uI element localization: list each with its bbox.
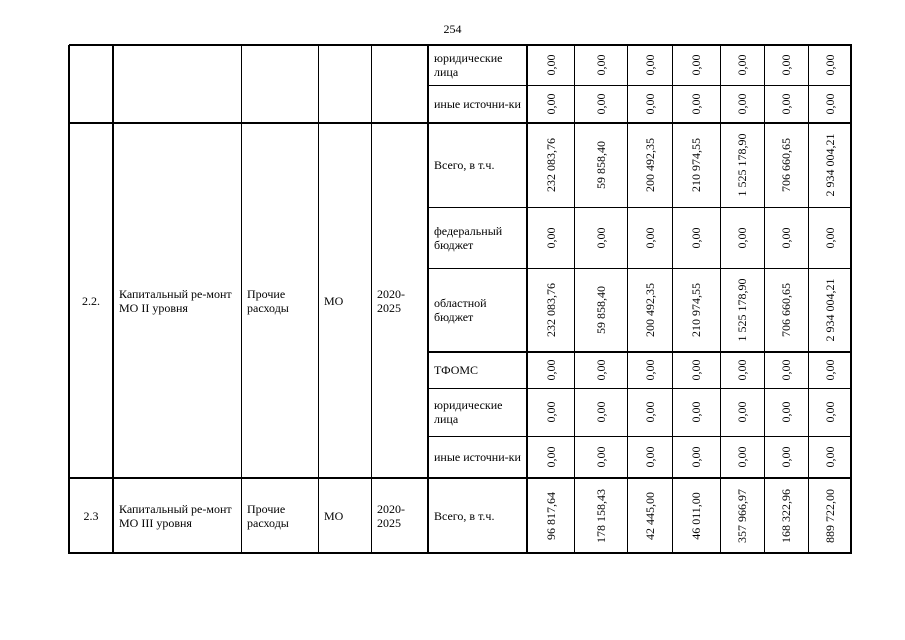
amount-cell: 0,00: [822, 401, 837, 423]
column-border: [68, 45, 70, 554]
amount-cell: 0,00: [735, 359, 749, 381]
amount-cell: 200 492,35: [642, 138, 657, 192]
amount-cell: 0,00: [779, 227, 793, 248]
funding-source-label: юридические лица: [434, 51, 503, 79]
column-border: [318, 45, 319, 554]
funding-source-label: иные источни-ки: [434, 97, 521, 111]
column-border: [627, 45, 628, 554]
column-border: [672, 45, 673, 554]
amount-cell: 0,00: [593, 359, 608, 381]
amount-cell: 0,00: [543, 401, 558, 423]
amount-cell: 0,00: [822, 227, 837, 248]
funding-source-label: иные источни-ки: [434, 450, 521, 464]
amount-cell: 0,00: [593, 54, 608, 76]
amount-cell: 0,00: [779, 93, 793, 115]
amount-cell: 0,00: [642, 401, 657, 423]
funding-source-label: ТФОМС: [434, 363, 479, 377]
amount-cell: 706 660,65: [779, 283, 793, 337]
row-border: [69, 477, 852, 479]
amount-cell: 357 966,97: [735, 488, 749, 543]
row-border: [69, 44, 852, 46]
item-name: Капитальный ре-монт МО II уровня: [119, 287, 232, 315]
funding-source-label: федеральный бюджет: [434, 224, 503, 252]
amount-cell: 0,00: [642, 227, 657, 248]
executor: МО: [324, 294, 344, 308]
row-border: [428, 85, 852, 86]
amount-cell: 2 934 004,21: [822, 278, 837, 342]
funding-source-label: областной бюджет: [434, 296, 487, 324]
row-border: [428, 268, 852, 269]
amount-cell: 0,00: [735, 401, 749, 423]
row-border: [69, 122, 852, 124]
amount-cell: 0,00: [735, 446, 749, 468]
amount-cell: 200 492,35: [642, 283, 657, 337]
amount-cell: 0,00: [642, 446, 657, 468]
row-border: [428, 436, 852, 437]
page-number: 254: [443, 22, 462, 36]
item-number: 2.3: [83, 509, 99, 523]
column-border: [371, 45, 372, 554]
column-border: [808, 45, 809, 554]
amount-cell: 210 974,55: [689, 138, 703, 192]
item-name: Капитальный ре-монт МО III уровня: [119, 502, 232, 530]
executor: МО: [324, 509, 344, 523]
amount-cell: 0,00: [642, 359, 657, 381]
funding-source-label: Всего, в т.ч.: [434, 158, 495, 172]
amount-cell: 0,00: [735, 54, 749, 76]
column-border: [241, 45, 242, 554]
funding-source-label: юридические лица: [434, 398, 503, 426]
amount-cell: 0,00: [822, 359, 837, 381]
column-border: [526, 45, 528, 554]
amount-cell: 1 525 178,90: [735, 133, 749, 197]
expense-type: Прочие расходы: [247, 502, 289, 530]
funding-source-label: Всего, в т.ч.: [434, 509, 495, 523]
amount-cell: 0,00: [689, 446, 703, 468]
amount-cell: 0,00: [593, 446, 608, 468]
amount-cell: 0,00: [735, 227, 749, 248]
amount-cell: 0,00: [543, 54, 558, 76]
amount-cell: 0,00: [593, 93, 608, 115]
column-border: [764, 45, 765, 554]
amount-cell: 0,00: [689, 359, 703, 381]
column-border: [720, 45, 721, 554]
period: 2020-2025: [377, 502, 405, 530]
expense-type: Прочие расходы: [247, 287, 289, 315]
amount-cell: 0,00: [543, 359, 558, 381]
amount-cell: 0,00: [642, 54, 657, 76]
amount-cell: 0,00: [689, 93, 703, 115]
amount-cell: 0,00: [689, 227, 703, 248]
amount-cell: 210 974,55: [689, 283, 703, 337]
amount-cell: 0,00: [642, 93, 657, 115]
amount-cell: 0,00: [543, 227, 558, 248]
amount-cell: 0,00: [779, 54, 793, 76]
amount-cell: 232 083,76: [543, 138, 558, 192]
amount-cell: 0,00: [779, 359, 793, 381]
period: 2020-2025: [377, 287, 405, 315]
amount-cell: 168 322,96: [779, 488, 793, 543]
amount-cell: 0,00: [543, 446, 558, 468]
amount-cell: 0,00: [593, 401, 608, 423]
amount-cell: 2 934 004,21: [822, 133, 837, 197]
amount-cell: 96 817,64: [543, 491, 558, 540]
column-border: [112, 45, 114, 554]
amount-cell: 0,00: [543, 93, 558, 115]
amount-cell: 46 011,00: [689, 491, 703, 540]
amount-cell: 0,00: [822, 93, 837, 115]
amount-cell: 0,00: [593, 227, 608, 248]
amount-cell: 0,00: [779, 446, 793, 468]
amount-cell: 889 722,00: [822, 488, 837, 543]
row-border: [428, 388, 852, 389]
amount-cell: 0,00: [779, 401, 793, 423]
row-border: [69, 552, 852, 554]
column-border: [850, 45, 852, 554]
amount-cell: 178 158,43: [593, 488, 608, 543]
amount-cell: 1 525 178,90: [735, 278, 749, 342]
amount-cell: 0,00: [735, 93, 749, 115]
amount-cell: 0,00: [689, 54, 703, 76]
amount-cell: 0,00: [822, 446, 837, 468]
row-border: [428, 351, 852, 353]
column-border: [427, 45, 429, 554]
amount-cell: 0,00: [689, 401, 703, 423]
amount-cell: 59 858,40: [593, 141, 608, 189]
amount-cell: 42 445,00: [642, 491, 657, 540]
amount-cell: 0,00: [822, 54, 837, 76]
row-border: [428, 207, 852, 208]
amount-cell: 59 858,40: [593, 286, 608, 334]
item-number: 2.2.: [82, 294, 100, 308]
amount-cell: 232 083,76: [543, 283, 558, 337]
column-border: [574, 45, 575, 554]
amount-cell: 706 660,65: [779, 138, 793, 192]
